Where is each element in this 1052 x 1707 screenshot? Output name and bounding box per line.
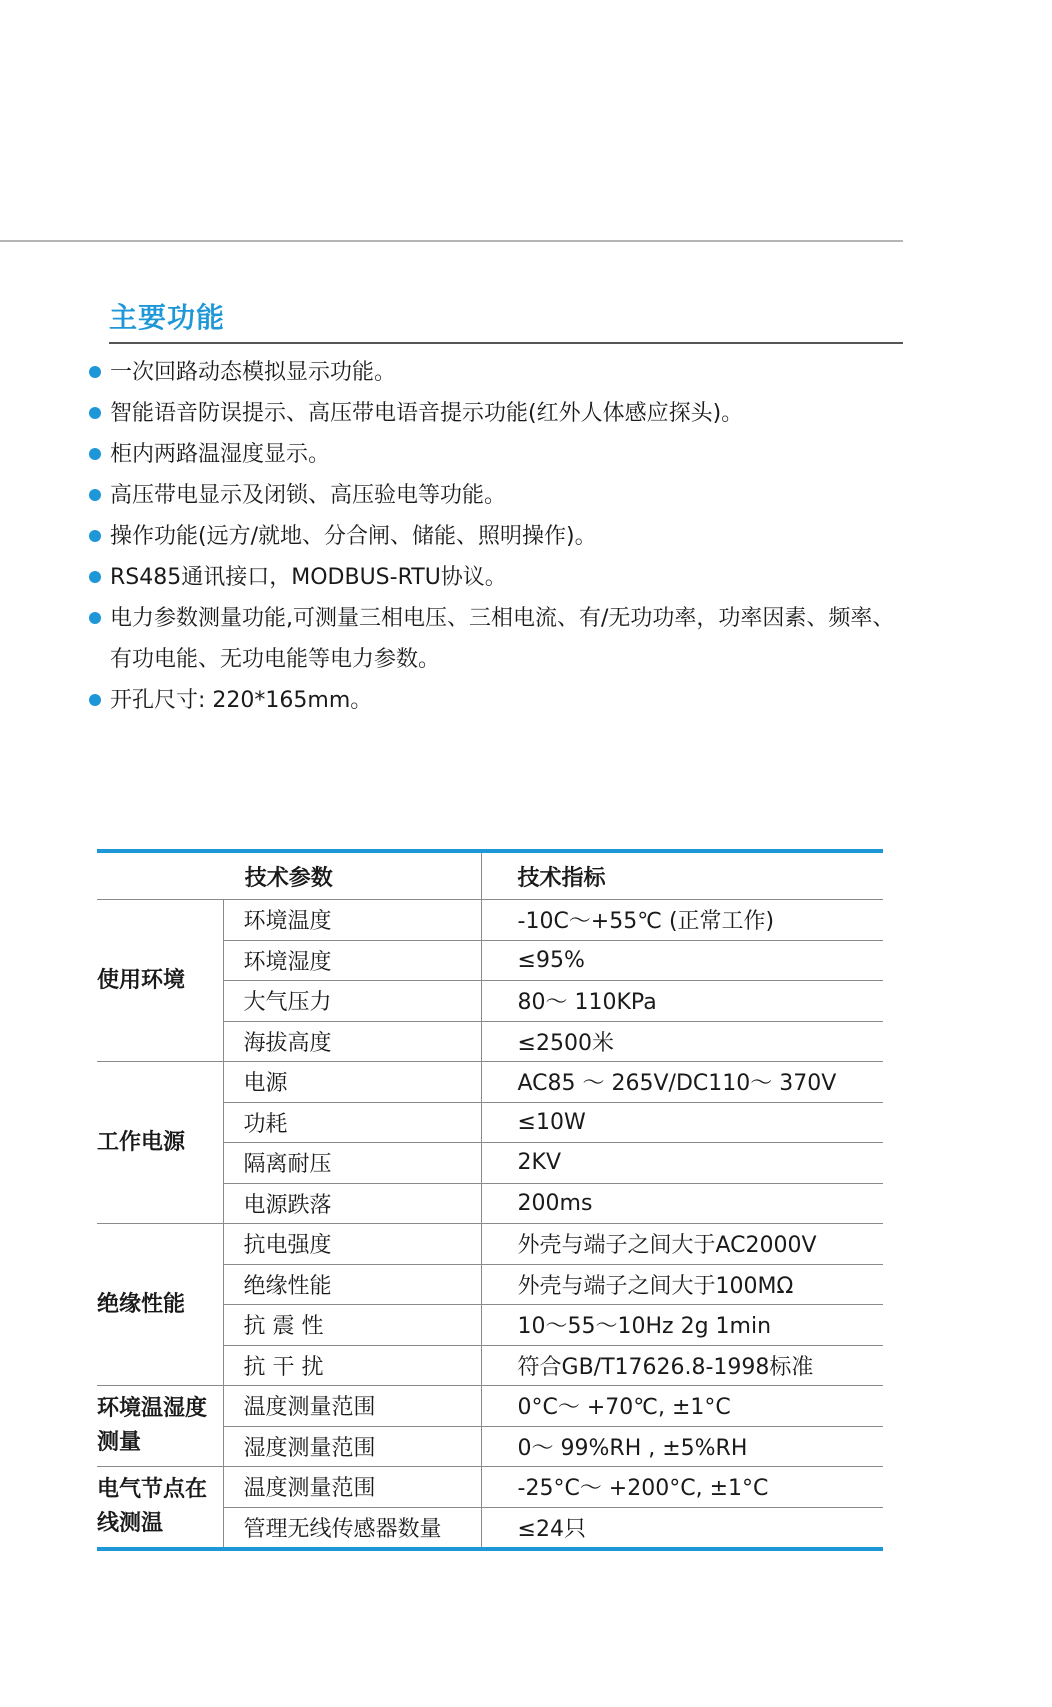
bullet-dot-icon: [89, 448, 101, 460]
bullet-dot-icon: [89, 694, 101, 706]
group-label: 绝缘性能: [97, 1224, 223, 1386]
spec-table: [97, 849, 883, 1551]
param-cell: 电源: [223, 1062, 481, 1103]
value-cell: 外壳与端子之间大于100MΩ: [481, 1264, 883, 1305]
feature-item: [86, 393, 916, 434]
table-row: [97, 1062, 883, 1103]
param-cell: 湿度测量范围: [223, 1426, 481, 1467]
value-cell: ≤2500米: [481, 1021, 883, 1062]
value-cell: 外壳与端子之间大于AC2000V: [481, 1224, 883, 1265]
feature-text: 开孔尺寸: 220*165mm。: [110, 688, 373, 713]
param-cell: 环境温度: [223, 900, 481, 941]
table-row: [97, 1224, 883, 1265]
group-label: 工作电源: [97, 1062, 223, 1224]
value-cell: 符合GB/T17626.8-1998标准: [481, 1345, 883, 1386]
feature-text: 操作功能(远方/就地、分合闸、储能、照明操作)。: [110, 524, 597, 549]
feature-item: [86, 475, 916, 516]
bullet-dot-icon: [89, 612, 101, 624]
value-cell: 2KV: [481, 1143, 883, 1184]
feature-text: 智能语音防误提示、高压带电语音提示功能(红外人体感应探头)。: [110, 401, 744, 426]
feature-item: [86, 557, 916, 598]
value-cell: 200ms: [481, 1183, 883, 1224]
param-cell: 电源跌落: [223, 1183, 481, 1224]
feature-list: [86, 352, 916, 721]
feature-item: [86, 352, 916, 393]
param-cell: 抗 震 性: [223, 1305, 481, 1346]
param-cell: 管理无线传感器数量: [223, 1507, 481, 1549]
value-cell: -25°C～ +200°C, ±1°C: [481, 1467, 883, 1508]
value-cell: ≤24只: [517, 1516, 586, 1542]
param-cell: 抗 干 扰: [223, 1345, 481, 1386]
feature-text: RS485通讯接口，MODBUS-RTU协议。: [110, 565, 507, 590]
value-cell: -10C～+55℃ (正常工作): [481, 900, 883, 941]
section-title: 主要功能: [109, 301, 226, 334]
param-cell: 绝缘性能: [223, 1264, 481, 1305]
feature-item: [86, 680, 916, 721]
param-cell: 海拔高度: [223, 1021, 481, 1062]
bullet-dot-icon: [89, 530, 101, 542]
group-label: 使用环境: [97, 900, 223, 1062]
table-row: [97, 900, 883, 941]
bullet-dot-icon: [89, 571, 101, 583]
table-header-row: [97, 851, 883, 900]
bullet-dot-icon: [89, 489, 101, 501]
table-row: [97, 1386, 883, 1427]
value-cell: AC85 ～ 265V/DC110～ 370V: [481, 1062, 883, 1103]
feature-text: 高压带电显示及闭锁、高压验电等功能。: [110, 483, 507, 508]
param-cell: 环境湿度: [223, 940, 481, 981]
bullet-dot-icon: [89, 407, 101, 419]
value-cell: 0～ 99%RH , ±5%RH: [481, 1426, 883, 1467]
header-index: 技术指标: [481, 851, 883, 900]
feature-item: [86, 516, 916, 557]
feature-text: 电力参数测量功能,可测量三相电压、三相电流、有/无功功率，功率因素、频率、有功电能、无功电能等电力参数。: [110, 606, 895, 672]
param-cell: 隔离耐压: [223, 1143, 481, 1184]
top-divider: [0, 240, 903, 242]
feature-text: 一次回路动态模拟显示功能。: [110, 360, 397, 385]
value-cell: 80～ 110KPa: [481, 981, 883, 1022]
param-cell: 抗电强度: [223, 1224, 481, 1265]
table-row: [97, 1467, 883, 1508]
feature-item: [86, 598, 916, 680]
param-cell: 温度测量范围: [223, 1386, 481, 1427]
value-cell: 10～55～10Hz 2g 1min: [481, 1305, 883, 1346]
param-cell: 温度测量范围: [223, 1467, 481, 1508]
header-param: 技术参数: [97, 851, 481, 900]
value-cell: 0°C～ +70℃, ±1°C: [481, 1386, 883, 1427]
value-cell: ≤95%: [481, 940, 883, 981]
param-cell: 大气压力: [223, 981, 481, 1022]
param-cell: 功耗: [223, 1102, 481, 1143]
feature-item: [86, 434, 916, 475]
group-label: 电气节点在线测温: [97, 1467, 223, 1550]
feature-text: 柜内两路温湿度显示。: [110, 442, 331, 467]
title-underline: [109, 342, 903, 344]
value-cell: ≤10W: [481, 1102, 883, 1143]
bullet-dot-icon: [89, 366, 101, 378]
group-label: 环境温湿度测量: [97, 1386, 223, 1467]
